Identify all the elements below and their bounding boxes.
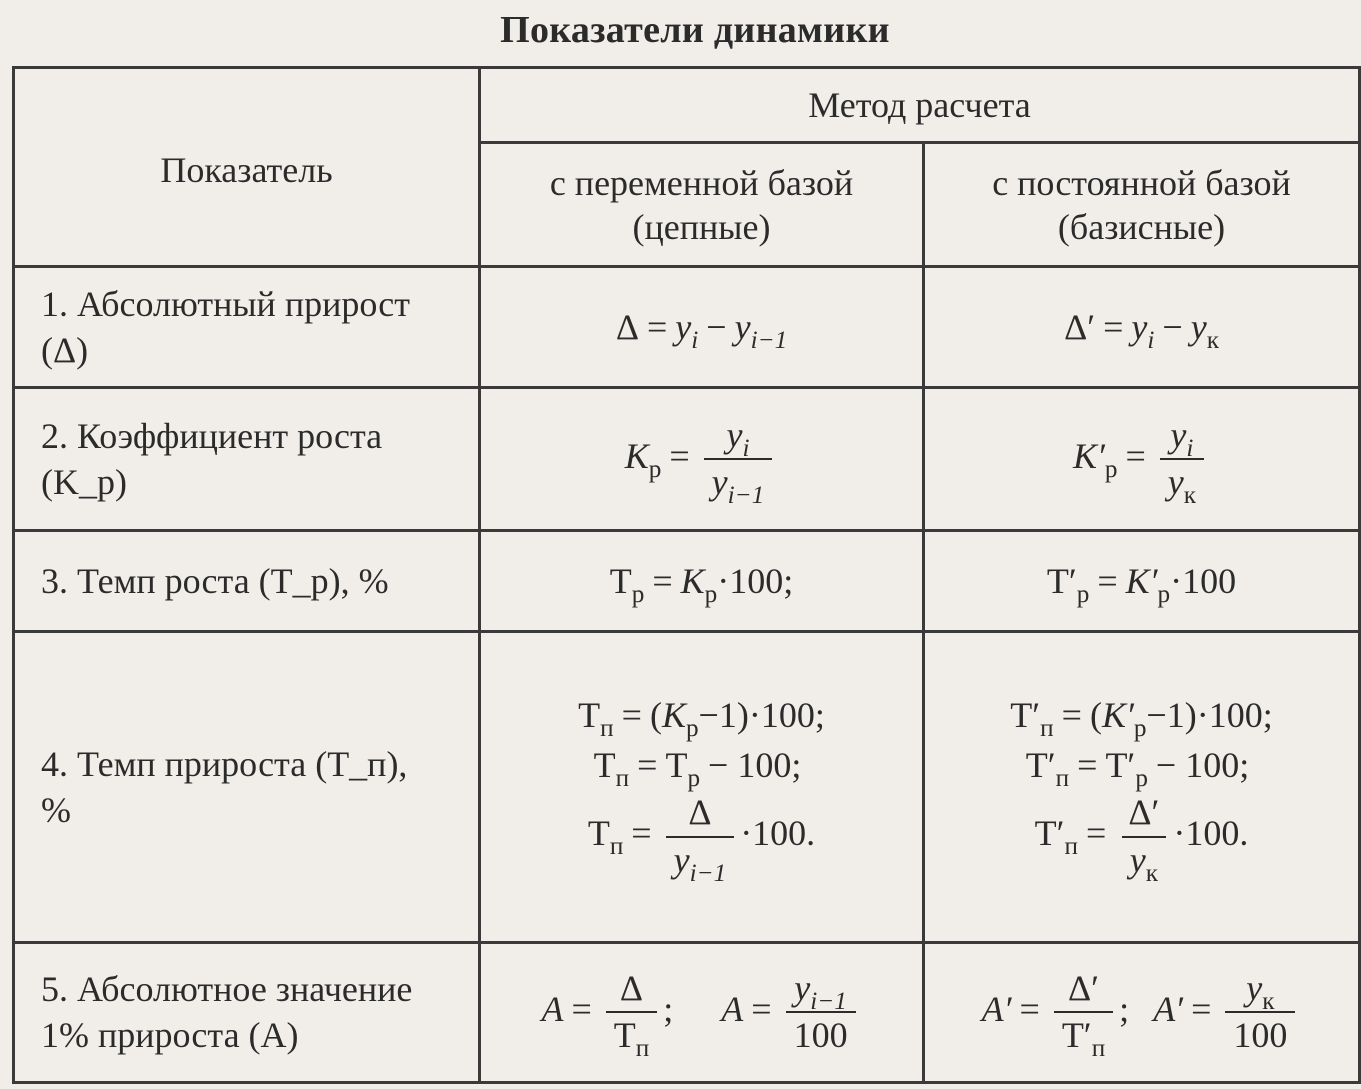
formula-op: = <box>1086 812 1107 853</box>
header-chain-line2: (цепные) <box>632 206 771 247</box>
formula-sub: i−1 <box>727 482 765 510</box>
formula-symbol: K <box>624 435 649 476</box>
header-chain <box>480 143 924 267</box>
formula-op: = <box>646 307 668 348</box>
header-method: Метод расчета <box>480 68 1360 143</box>
formula-sub: р <box>1135 764 1148 792</box>
formula-op: − <box>1162 307 1183 348</box>
formula-sub: i−1 <box>689 859 727 887</box>
formula-op: = <box>1097 560 1118 601</box>
formula-base-growth-coefficient <box>924 388 1360 531</box>
row-indicator-absolute-growth <box>14 267 480 388</box>
page-title: Показатели динамики <box>500 9 890 51</box>
formula-symbol: Т′ <box>1025 744 1056 785</box>
formula-base-absolute-value-1pct <box>924 942 1360 1082</box>
dynamics-indicators-table <box>12 66 1361 1084</box>
header-base <box>924 143 1360 267</box>
header-base-line2: (базисные) <box>1057 206 1226 247</box>
row-indicator-growth-coefficient <box>14 388 480 531</box>
formula-symbol: Δ′ <box>1067 967 1099 1008</box>
formula-op: = <box>631 812 652 853</box>
formula-op: ·100; <box>717 560 794 601</box>
row-label-line1: 1. Абсолютный прирост <box>41 284 410 325</box>
formula-op: = <box>751 988 772 1029</box>
formula-sub: р <box>631 580 645 608</box>
table-row <box>14 531 1360 631</box>
fraction <box>786 967 856 1056</box>
header-chain-line1: с переменной базой <box>549 162 854 203</box>
formula-chain-growth-coefficient <box>480 388 924 531</box>
formula-symbol: y <box>1167 462 1184 503</box>
formula-symbol: y <box>675 307 692 348</box>
formula-line <box>925 744 1358 792</box>
formula-op: = <box>1191 988 1212 1029</box>
header-indicator: Показатель <box>14 68 480 267</box>
formula-symbol: y <box>1190 307 1207 348</box>
formula-sub: р <box>1157 580 1171 608</box>
formula-op: −1) <box>1146 694 1197 735</box>
formula-op: = <box>1077 744 1098 785</box>
formula-symbol: K <box>661 694 686 735</box>
header-base-line1: с постоянной базой <box>992 162 1291 203</box>
formula-line <box>481 744 922 792</box>
formula-symbol: Δ <box>615 307 639 348</box>
formula-sub: i <box>1147 327 1155 355</box>
formula-op: ( <box>649 694 662 735</box>
formula-symbol: Т <box>587 812 610 853</box>
formula-op: = <box>621 694 642 735</box>
formula-base-growth-rate <box>924 531 1360 631</box>
formula-symbol: Δ <box>688 791 712 832</box>
formula-sub: i <box>1186 434 1194 462</box>
formula-sub: р <box>1076 580 1090 608</box>
table-header-row <box>14 68 1360 143</box>
formula-base-absolute-growth <box>924 267 1360 388</box>
formula-symbol: Т′ <box>1061 1015 1092 1056</box>
table-row <box>14 267 1360 388</box>
formula-symbol: y <box>1246 967 1263 1008</box>
formula-symbol: K′ <box>1072 435 1105 476</box>
formula-symbol: Т′ <box>1034 812 1065 853</box>
row-label-line2: (K_р) <box>41 462 127 503</box>
formula-symbol: K′ <box>1125 560 1158 601</box>
formula-symbol: Т <box>609 560 632 601</box>
formula-sub: р <box>648 455 662 483</box>
row-indicator-growth-increment-rate <box>14 631 480 942</box>
formula-chain-absolute-value-1pct <box>480 942 924 1082</box>
formula-sub: к <box>1183 482 1197 510</box>
formula-symbol: Т′ <box>1046 560 1077 601</box>
formula-symbol: Δ′ <box>1064 307 1096 348</box>
formula-op: ·100. <box>1173 812 1249 853</box>
formula-op: ; <box>1119 988 1130 1029</box>
fraction <box>1160 414 1204 510</box>
table-row <box>14 631 1360 942</box>
formula-sub: п <box>609 832 624 860</box>
row-label-line1: 4. Темп прироста (Т_п), <box>41 743 408 784</box>
formula-symbol: y <box>726 414 743 455</box>
formula-op: = <box>669 435 690 476</box>
table-row <box>14 388 1360 531</box>
formula-op: ; <box>663 988 674 1029</box>
formula-chain-increment-rate <box>480 631 924 942</box>
formula-sub: i−1 <box>810 987 847 1015</box>
formula-op: − 100; <box>1155 744 1250 785</box>
formula-sub: р <box>1104 455 1118 483</box>
formula-symbol: A′ <box>1153 988 1184 1029</box>
formula-op: ·100; <box>748 694 825 735</box>
formula-op: − <box>706 307 727 348</box>
formula-op: = <box>637 744 658 785</box>
formula-symbol: A <box>541 988 564 1029</box>
formula-symbol: A <box>721 988 744 1029</box>
formula-symbol: y <box>711 462 728 503</box>
row-indicator-growth-rate <box>14 531 480 631</box>
formula-symbol: Т <box>613 1015 636 1056</box>
formula-symbol: y <box>673 839 690 880</box>
formula-symbol: Т <box>593 744 616 785</box>
formula-sub: к <box>1206 327 1219 355</box>
formula-symbol: K′ <box>1101 694 1134 735</box>
formula-sub: п <box>1055 764 1070 792</box>
formula-op: = <box>1103 307 1124 348</box>
formula-line <box>481 791 922 887</box>
formula-symbol: 100 <box>1225 1011 1295 1055</box>
formula-symbol: Т <box>578 694 601 735</box>
fraction <box>1225 967 1295 1056</box>
formula-symbol: y <box>1170 414 1187 455</box>
formula-op: ·100 <box>1170 560 1237 601</box>
row-label-line1: 5. Абсолютное значение <box>41 969 413 1010</box>
formula-sub: i <box>691 327 699 355</box>
formula-sub: п <box>1040 714 1054 742</box>
formula-sub: р <box>704 580 718 608</box>
row-label-line1: 2. Коэффициент роста <box>41 416 383 457</box>
formula-op: = <box>1019 988 1040 1029</box>
formula-sub: п <box>1091 1035 1106 1063</box>
formula-symbol: Т′ <box>1010 694 1041 735</box>
fraction <box>606 967 657 1063</box>
row-indicator-absolute-value-1pct <box>14 942 480 1082</box>
formula-op: −1) <box>698 694 749 735</box>
formula-symbol: y <box>1129 839 1146 880</box>
formula-chain-absolute-growth <box>480 267 924 388</box>
formula-sub: р <box>1133 714 1147 742</box>
formula-sub: п <box>615 764 630 792</box>
formula-symbol: y <box>1131 307 1148 348</box>
formula-op: ·100; <box>1196 694 1273 735</box>
formula-op: − 100; <box>708 744 802 785</box>
formula-op: ·100. <box>740 812 816 853</box>
formula-sub: i−1 <box>750 327 788 355</box>
formula-sub: п <box>1064 832 1078 860</box>
formula-sub: п <box>600 714 614 742</box>
formula-op: = <box>1125 435 1146 476</box>
fraction <box>704 414 773 510</box>
formula-sub: п <box>635 1035 650 1063</box>
fraction <box>1054 967 1113 1063</box>
formula-symbol: y <box>734 307 751 348</box>
table-row <box>14 942 1360 1082</box>
formula-op: = <box>571 988 592 1029</box>
formula-symbol: Т′ <box>1105 744 1136 785</box>
formula-line <box>481 694 922 742</box>
fraction <box>1120 791 1167 887</box>
fraction <box>666 791 735 887</box>
formula-symbol: A′ <box>981 988 1012 1029</box>
formula-op: = <box>652 560 673 601</box>
formula-symbol: 100 <box>786 1011 856 1055</box>
formula-base-increment-rate <box>924 631 1360 942</box>
row-label-line2: 1% прироста (А) <box>41 1015 299 1056</box>
row-label-line1: 3. Темп роста (Т_р), % <box>41 560 389 601</box>
formula-sub: i <box>742 434 750 462</box>
formula-chain-growth-rate <box>480 531 924 631</box>
formula-symbol: K <box>680 560 705 601</box>
formula-sub: р <box>687 764 701 792</box>
formula-sub: к <box>1262 987 1275 1015</box>
formula-op: = <box>1061 694 1082 735</box>
formula-symbol: Т <box>665 744 688 785</box>
formula-symbol: y <box>794 967 811 1008</box>
formula-symbol: Δ <box>619 967 644 1008</box>
formula-sub: к <box>1145 859 1158 887</box>
formula-op: ( <box>1089 694 1102 735</box>
formula-symbol: Δ′ <box>1128 791 1160 832</box>
formula-line <box>925 791 1358 887</box>
formula-line <box>925 694 1358 742</box>
formula-sub: р <box>685 714 699 742</box>
row-label-line2: % <box>41 789 71 830</box>
row-label-line2: (Δ) <box>41 330 89 371</box>
